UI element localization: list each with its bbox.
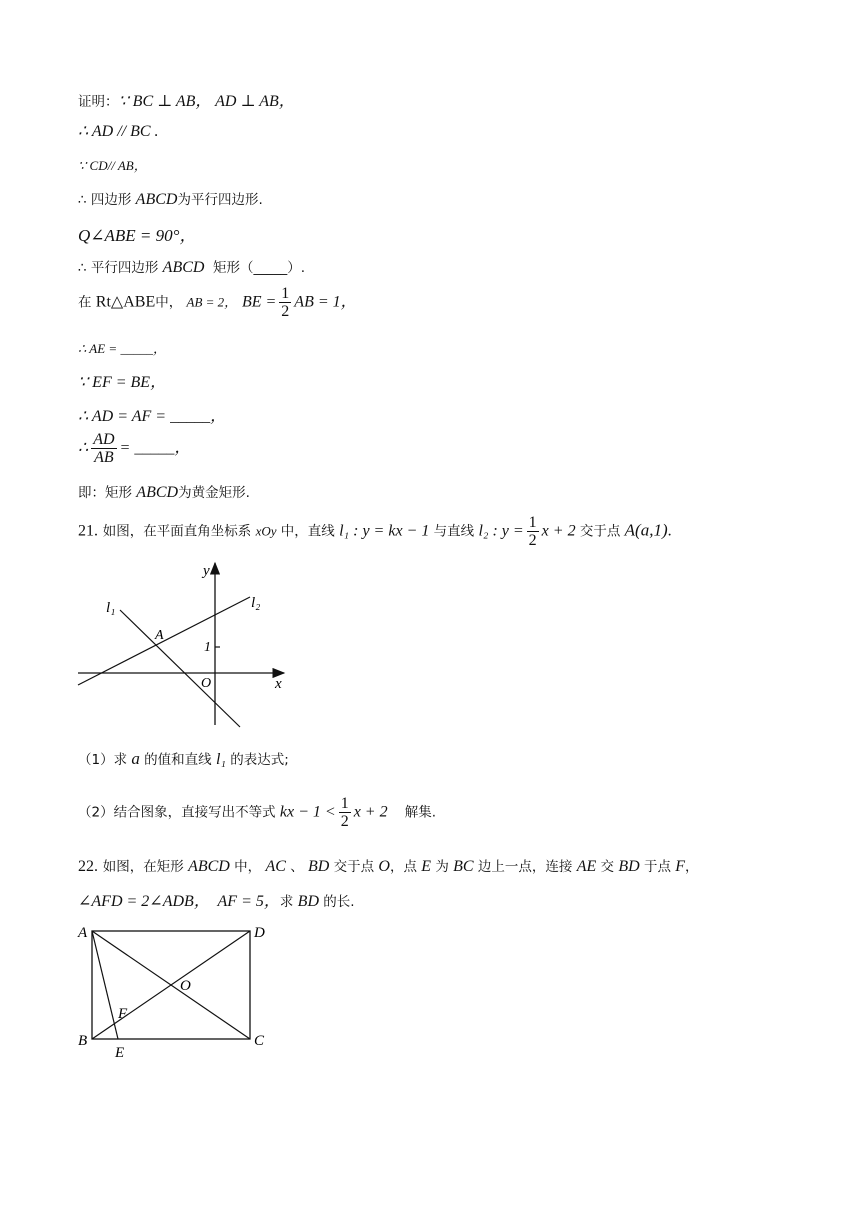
text: ∴ 平行四边形 [78,260,163,276]
math: ∴ AD = AF = _____， [78,408,227,425]
point-f-label: F [118,1006,128,1022]
text: ，点 [389,859,422,875]
vertex-b-label: B [78,1033,88,1049]
q22-figure [70,915,280,1065]
text: （1）求 [78,752,132,768]
denominator: 2 [281,303,290,320]
math: BC [453,858,474,875]
denominator: AB [94,449,114,466]
text: 与直线 [429,523,479,540]
math: A(a,1) [624,520,668,540]
text: 为平行四边形. [177,192,263,208]
denominator: 2 [340,813,349,830]
text: 矩形（_____）. [204,260,306,276]
math: ∴ AE = _____， [78,341,166,356]
text: 求 [279,894,298,910]
l1-label: l₁ [106,600,116,616]
text: ， [685,859,699,875]
math: ABCD [162,259,205,276]
q21-sub2 [78,795,436,830]
q22-stem-line-1 [78,855,699,876]
point-o-label: O [180,978,191,994]
question-number: 21. [78,522,98,540]
text: 即：矩形 [78,485,137,501]
proof-line-7 [78,285,357,320]
proof-line-8 [78,338,166,357]
math: = _____， [119,439,191,457]
proof-line-2 [78,121,159,141]
text: 的值和直线 [139,752,216,768]
proof-line-4 [78,188,263,209]
text: 中， [155,294,187,311]
text: 如图，在矩形 [102,859,189,875]
math: E [421,858,432,875]
math: AE [576,858,597,875]
math: l₁ [215,751,226,768]
numerator: 1 [528,514,537,531]
x-axis-label: x [275,676,282,692]
text: 交 [596,859,619,875]
numerator: 1 [281,285,290,302]
vertex-a-label: A [78,925,88,941]
text: 的表达式; [226,752,289,768]
math: BD [308,858,330,875]
point-a-label: A [155,628,164,643]
text: 交于点 [329,859,379,875]
math: a [131,749,140,768]
text: 中， [229,859,266,875]
fraction [527,514,539,549]
text: 交于点 [575,523,625,540]
q21-stem [78,514,672,549]
text: （2）结合图象，直接写出不等式 [78,804,280,821]
proof-line-12 [78,481,250,502]
fraction [279,285,291,320]
math: xOy [255,523,277,539]
vertex-c-label: C [254,1033,265,1049]
fraction [91,431,116,466]
numerator: 1 [340,795,349,812]
math: ∴ [78,439,89,457]
math: ABCD [188,858,230,875]
math: ∠AFD = 2∠ADB， AF = 5， [78,893,280,910]
text: 如图，在平面直角坐标系 [102,523,256,540]
text: 于点 [639,859,676,875]
vertex-d-label: D [254,925,265,941]
math: ∵ EF = BE， [78,374,167,391]
proof-line-10 [78,403,226,426]
math: Q∠ABE = 90°， [78,226,197,245]
one-label: 1 [204,640,211,655]
proof-label: 证明： [78,94,119,110]
text: 在 [78,294,96,311]
l2-label: l₂ [251,595,261,611]
math: BE = [241,293,277,311]
proof-line-9 [78,369,166,392]
math: BD [618,858,640,875]
math: ∵ CD// AB， [78,158,147,173]
math: AC [265,858,286,875]
text: 边上一点，连接 [473,859,577,875]
math: O [378,858,390,875]
math: ∴ AD // BC . [78,123,159,140]
q21-sub1 [78,748,289,769]
math: BD [297,893,319,910]
q22-stem-line-2 [78,888,355,911]
math: l₁ : y = kx − 1 [339,522,430,540]
proof-line-5 [78,221,196,246]
proof-line-3 [78,155,147,174]
math: x + 2 [541,522,576,540]
denominator: 2 [528,532,537,549]
q21-graph [70,555,300,735]
fraction [339,795,351,830]
numerator: AD [93,431,115,448]
line-l1 [120,610,240,727]
y-axis-label: y [203,563,210,579]
question-number: 22. [78,858,98,875]
math: kx − 1 < [279,803,336,821]
text: . [667,522,672,540]
proof-line-11 [78,431,190,466]
math: x + 2 [353,803,388,821]
text: 为 [431,859,454,875]
origin-label: O [201,676,212,691]
proof-line-6 [78,256,305,277]
text: ∴ 四边形 [78,192,136,208]
math: l₂ : y = [478,522,524,540]
line-l2 [78,597,250,685]
text: 中，直线 [276,523,340,540]
math: F [675,858,686,875]
math: ∵ BC ⊥ AB， AD ⊥ AB， [118,93,295,110]
math: ABCD [136,484,179,501]
math: Rt△ABE [95,293,156,311]
math: ABCD [135,191,178,208]
segment-ae [92,931,118,1039]
text: 解集. [387,804,437,821]
text: 为黄金矩形. [178,485,250,501]
text: 、 [285,859,308,875]
text: 的长. [319,894,355,910]
proof-line-1 [78,88,295,111]
math: AB = 1， [294,293,357,311]
point-e-label: E [115,1045,125,1061]
math: AB = 2， [186,294,238,310]
